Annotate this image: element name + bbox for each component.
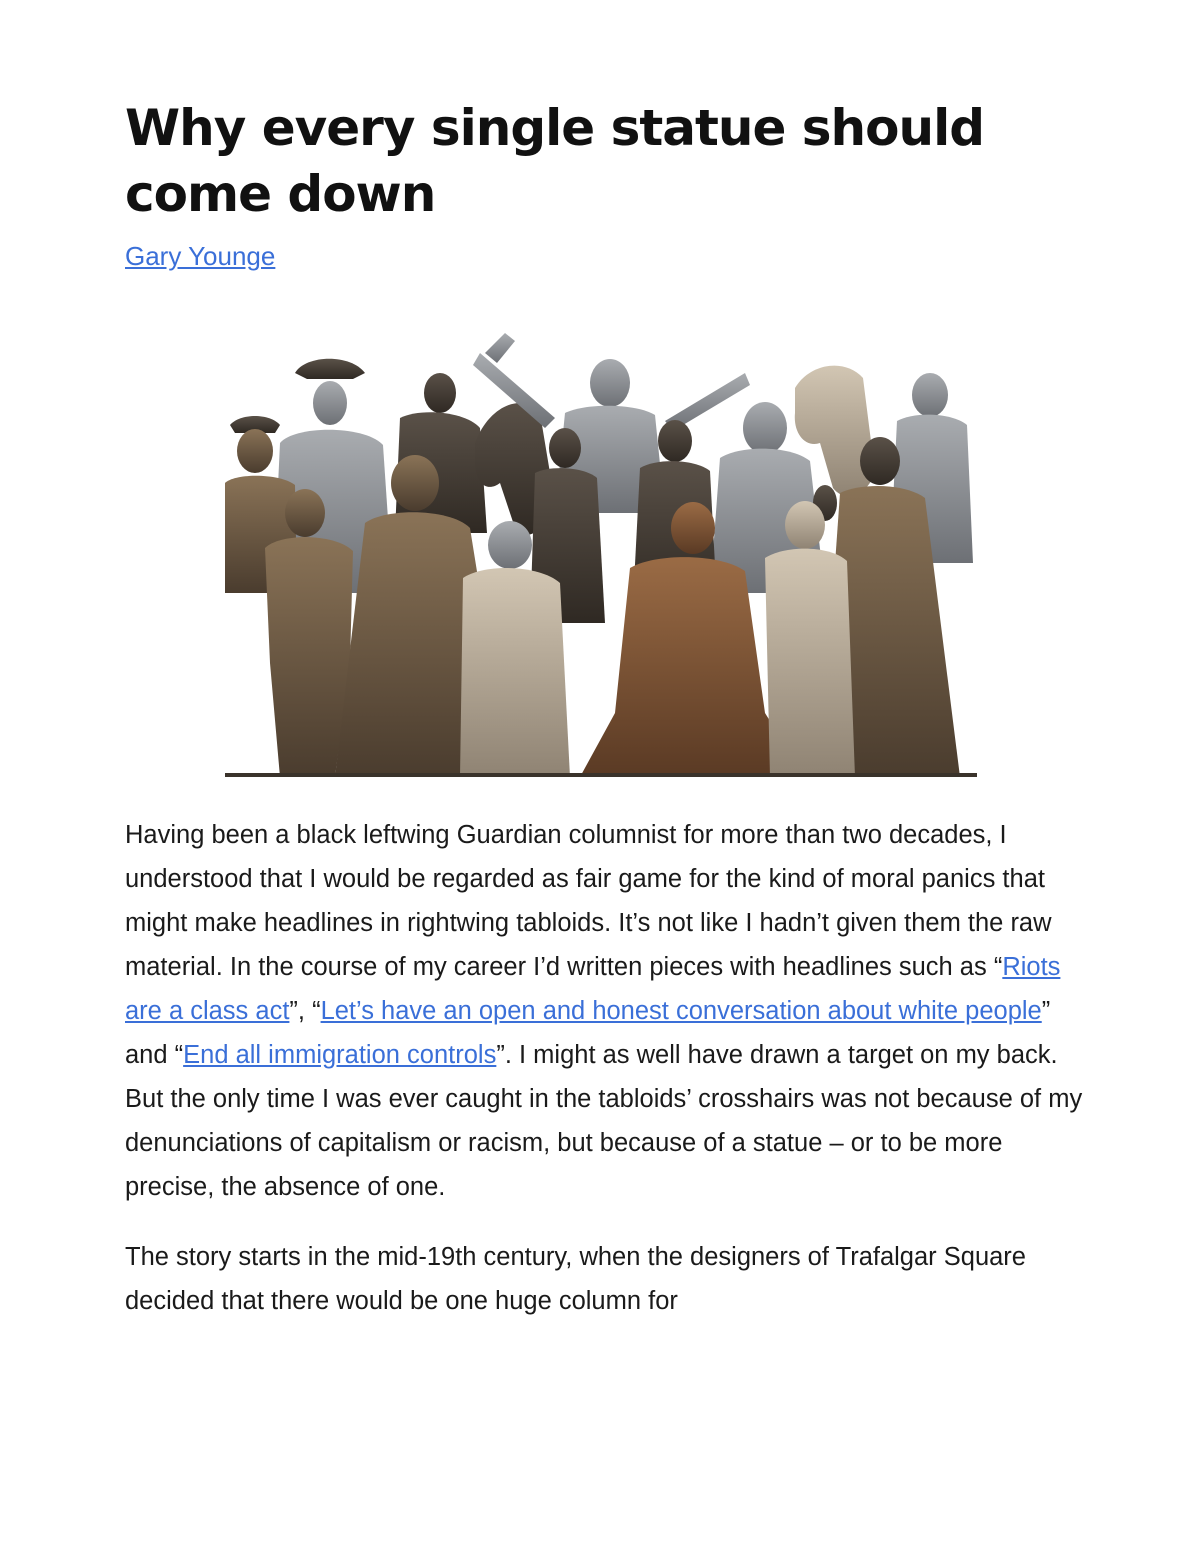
article-title: Why every single statue should come down: [125, 99, 985, 223]
inline-link[interactable]: Riots are a class act: [125, 953, 1061, 1025]
inline-link[interactable]: End all immigration controls: [183, 1041, 497, 1069]
paragraph: [125, 813, 1085, 1209]
paragraph-text: ” and “: [125, 997, 1051, 1069]
paragraph-text: ”. I might as well have drawn a target on my back. But the only time I was ever caught in the tabloids’ crosshairs was not because of my denunciations of capitalism or racism, but because of a statue – or to be more precise, the absence of one.: [125, 1041, 1083, 1201]
statues-collage-image: [225, 333, 977, 777]
paragraph: [125, 1235, 1085, 1323]
inline-link[interactable]: Let’s have an open and honest conversation about white people: [320, 997, 1042, 1025]
paragraph-text: ”, “: [289, 997, 321, 1025]
article-body: [125, 813, 1085, 1349]
author-link[interactable]: Gary Younge: [125, 241, 276, 271]
paragraph-text: The story starts in the mid-19th century, when the designers of Trafalgar Square decided that there would be one huge column for: [125, 1243, 1026, 1315]
paragraph-text: Having been a black leftwing Guardian columnist for more than two decades, I understood that I would be regarded as fair game for the kind of moral panics that might make headlines in rightwing tabloids. It’s not like I hadn’t given them the raw material. In the course of my career I’d written pieces with headlines such as “: [125, 821, 1052, 981]
article: [125, 95, 1085, 1315]
